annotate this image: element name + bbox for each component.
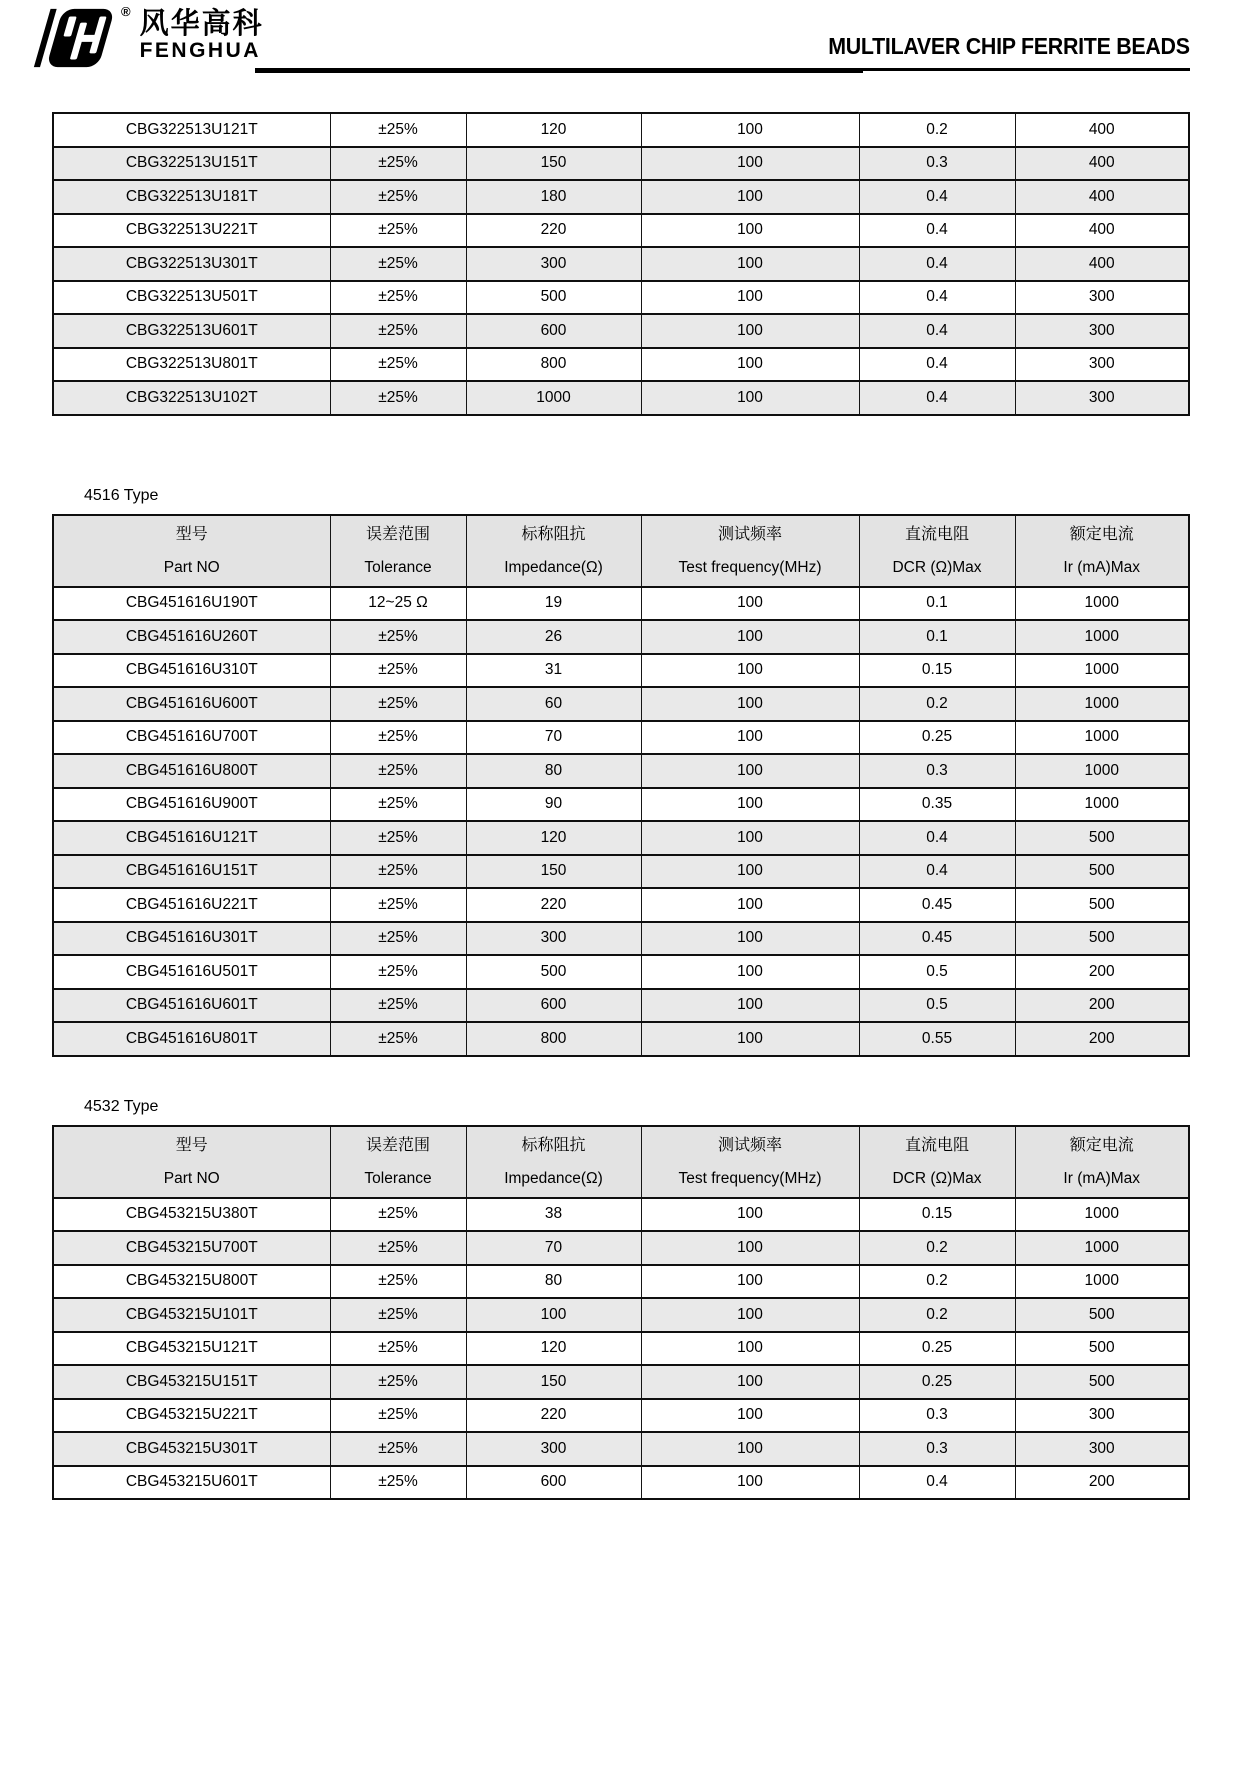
cell-ir: 400 [1015,180,1189,214]
cell-part_no: CBG451616U700T [53,721,330,755]
cell-dcr: 0.1 [859,620,1015,654]
cell-impedance: 70 [466,721,641,755]
cell-dcr: 0.3 [859,147,1015,181]
cell-part_no: CBG451616U190T [53,587,330,621]
fenghua-logo [28,5,264,71]
cell-dcr: 0.15 [859,1198,1015,1232]
cell-impedance: 600 [466,989,641,1023]
cell-part_no: CBG453215U380T [53,1198,330,1232]
cell-tolerance: ±25% [330,247,466,281]
cell-part_no: CBG453215U700T [53,1231,330,1265]
cell-ir: 300 [1015,1399,1189,1433]
table-row [53,247,1189,281]
cell-tolerance: ±25% [330,348,466,382]
cell-tolerance: ±25% [330,147,466,181]
spacer [52,1057,1188,1097]
cell-ir: 1000 [1015,788,1189,822]
cell-part_no: CBG451616U601T [53,989,330,1023]
table-row [53,1198,1189,1232]
table-row [53,1365,1189,1399]
table-row [53,281,1189,315]
column-header-cn: 额定电流 [1069,525,1134,543]
cell-tolerance: ±25% [330,855,466,889]
cell-dcr: 0.15 [859,654,1015,688]
cell-dcr: 0.45 [859,888,1015,922]
type-label-4516: 4516 Type [84,486,159,504]
cell-ir: 200 [1015,955,1189,989]
cell-dcr: 0.2 [859,1298,1015,1332]
cell-tolerance: ±25% [330,922,466,956]
cell-tolerance: ±25% [330,687,466,721]
cell-impedance: 70 [466,1231,641,1265]
column-header-part_no [53,515,330,587]
cell-ir: 200 [1015,1466,1189,1500]
cell-test_freq: 100 [641,113,859,147]
cell-dcr: 0.25 [859,1365,1015,1399]
cell-impedance: 600 [466,314,641,348]
registered-trademark-symbol: ® [121,4,131,19]
cell-impedance: 220 [466,214,641,248]
cell-dcr: 0.4 [859,180,1015,214]
cell-tolerance: ±25% [330,314,466,348]
cell-tolerance: ±25% [330,1298,466,1332]
cell-tolerance: ±25% [330,381,466,415]
content [52,112,1188,1500]
cell-ir: 1000 [1015,1265,1189,1299]
column-header-impedance [466,515,641,587]
column-header-cn: 型号 [175,1136,208,1154]
type-label-4532: 4532 Type [84,1097,159,1115]
spacer [52,416,1188,486]
cell-ir: 400 [1015,147,1189,181]
cell-tolerance: ±25% [330,1198,466,1232]
cell-ir: 1000 [1015,721,1189,755]
cell-dcr: 0.5 [859,989,1015,1023]
header-row [53,515,1189,587]
cell-test_freq: 100 [641,1298,859,1332]
column-header-en: DCR (Ω)Max [892,558,982,576]
cell-impedance: 500 [466,955,641,989]
cell-tolerance: ±25% [330,654,466,688]
cell-part_no: CBG451616U221T [53,888,330,922]
cell-impedance: 220 [466,888,641,922]
cell-ir: 1000 [1015,687,1189,721]
cell-test_freq: 100 [641,1332,859,1366]
cell-dcr: 0.45 [859,922,1015,956]
table-row [53,989,1189,1023]
column-header-test_freq [641,1126,859,1198]
brand-name-en: FENGHUA [139,39,261,63]
cell-impedance: 19 [466,587,641,621]
cell-impedance: 120 [466,113,641,147]
table-row [53,113,1189,147]
table-row [53,687,1189,721]
cell-tolerance: ±25% [330,281,466,315]
column-header-en: Part NO [163,558,220,576]
table-row [53,654,1189,688]
cell-tolerance: ±25% [330,1231,466,1265]
column-header-tolerance [330,515,466,587]
cell-test_freq: 100 [641,180,859,214]
column-header-en: Ir (mA)Max [1063,558,1141,576]
cell-tolerance: ±25% [330,754,466,788]
table-row [53,721,1189,755]
table-row [53,955,1189,989]
cell-dcr: 0.3 [859,1432,1015,1466]
brand-name-cn: 风华高科 [139,8,264,40]
page-title: MULTILAVER CHIP FERRITE BEADS [828,33,1190,59]
cell-impedance: 600 [466,1466,641,1500]
cell-tolerance: ±25% [330,888,466,922]
table-row [53,1298,1189,1332]
cell-test_freq: 100 [641,888,859,922]
cell-test_freq: 100 [641,281,859,315]
table-row [53,180,1189,214]
column-header-cn: 测试频率 [717,525,782,543]
cell-test_freq: 100 [641,687,859,721]
column-header-cn: 标称阻抗 [521,1136,586,1154]
cell-impedance: 26 [466,620,641,654]
cell-impedance: 800 [466,348,641,382]
table-row [53,1432,1189,1466]
cell-part_no: CBG453215U101T [53,1298,330,1332]
cell-tolerance: ±25% [330,113,466,147]
header-rule-thin [860,68,1190,71]
cell-part_no: CBG322513U501T [53,281,330,315]
fenghua-logo-icon [28,5,120,71]
cell-ir: 1000 [1015,1198,1189,1232]
cell-dcr: 0.2 [859,1265,1015,1299]
cell-part_no: CBG451616U310T [53,654,330,688]
cell-ir: 500 [1015,888,1189,922]
cell-test_freq: 100 [641,1022,859,1056]
cell-impedance: 800 [466,1022,641,1056]
column-header-dcr [859,515,1015,587]
cell-dcr: 0.4 [859,281,1015,315]
cell-dcr: 0.4 [859,381,1015,415]
spec-table-4516 [52,514,1190,1057]
cell-tolerance: ±25% [330,1432,466,1466]
cell-dcr: 0.4 [859,348,1015,382]
cell-impedance: 90 [466,788,641,822]
cell-dcr: 0.4 [859,314,1015,348]
cell-tolerance: ±25% [330,620,466,654]
cell-test_freq: 100 [641,654,859,688]
cell-dcr: 0.1 [859,587,1015,621]
cell-ir: 1000 [1015,620,1189,654]
column-header-cn: 直流电阻 [904,1136,969,1154]
cell-test_freq: 100 [641,348,859,382]
cell-impedance: 220 [466,1399,641,1433]
cell-ir: 300 [1015,1432,1189,1466]
column-header-cn: 额定电流 [1069,1136,1134,1154]
cell-ir: 1000 [1015,1231,1189,1265]
cell-part_no: CBG322513U151T [53,147,330,181]
cell-dcr: 0.55 [859,1022,1015,1056]
cell-test_freq: 100 [641,587,859,621]
cell-ir: 300 [1015,381,1189,415]
cell-ir: 500 [1015,855,1189,889]
cell-ir: 500 [1015,1332,1189,1366]
table-row [53,620,1189,654]
cell-tolerance: ±25% [330,821,466,855]
cell-impedance: 60 [466,687,641,721]
column-header-cn: 标称阻抗 [521,525,586,543]
page-header [0,0,1237,112]
cell-test_freq: 100 [641,754,859,788]
cell-ir: 400 [1015,247,1189,281]
column-header-part_no [53,1126,330,1198]
column-header-cn: 误差范围 [365,1136,430,1154]
cell-part_no: CBG453215U301T [53,1432,330,1466]
table-row [53,888,1189,922]
cell-tolerance: ±25% [330,1399,466,1433]
cell-part_no: CBG322513U601T [53,314,330,348]
column-header-en: Part NO [163,1169,220,1187]
cell-impedance: 80 [466,1265,641,1299]
cell-tolerance: ±25% [330,788,466,822]
table-row [53,922,1189,956]
column-header-cn: 直流电阻 [904,525,969,543]
cell-impedance: 150 [466,855,641,889]
column-header-cn: 误差范围 [365,525,430,543]
cell-part_no: CBG322513U121T [53,113,330,147]
cell-part_no: CBG451616U900T [53,788,330,822]
cell-tolerance: ±25% [330,955,466,989]
cell-tolerance: ±25% [330,180,466,214]
cell-ir: 500 [1015,1365,1189,1399]
cell-part_no: CBG451616U501T [53,955,330,989]
cell-part_no: CBG453215U151T [53,1365,330,1399]
cell-part_no: CBG453215U221T [53,1399,330,1433]
cell-part_no: CBG451616U301T [53,922,330,956]
cell-impedance: 150 [466,1365,641,1399]
cell-test_freq: 100 [641,1265,859,1299]
column-header-en: Ir (mA)Max [1063,1169,1141,1187]
cell-ir: 300 [1015,314,1189,348]
cell-test_freq: 100 [641,1365,859,1399]
cell-dcr: 0.3 [859,1399,1015,1433]
cell-test_freq: 100 [641,214,859,248]
column-header-en: Test frequency(MHz) [678,558,822,576]
brand-text [140,9,264,63]
table-row [53,214,1189,248]
section-4516 [52,486,1188,1057]
cell-test_freq: 100 [641,922,859,956]
cell-dcr: 0.3 [859,754,1015,788]
cell-impedance: 120 [466,1332,641,1366]
cell-test_freq: 100 [641,721,859,755]
spec-table-322513 [52,112,1190,416]
header-rule-thick [255,68,863,73]
cell-dcr: 0.4 [859,855,1015,889]
column-header-test_freq [641,515,859,587]
cell-ir: 500 [1015,821,1189,855]
cell-tolerance: ±25% [330,1466,466,1500]
cell-ir: 200 [1015,1022,1189,1056]
cell-impedance: 180 [466,180,641,214]
cell-ir: 200 [1015,989,1189,1023]
cell-tolerance: ±25% [330,214,466,248]
cell-test_freq: 100 [641,314,859,348]
cell-test_freq: 100 [641,955,859,989]
cell-dcr: 0.25 [859,721,1015,755]
cell-ir: 500 [1015,1298,1189,1332]
column-header-cn: 测试频率 [717,1136,782,1154]
cell-test_freq: 100 [641,620,859,654]
section-4532 [52,1097,1188,1501]
cell-part_no: CBG451616U260T [53,620,330,654]
cell-part_no: CBG451616U801T [53,1022,330,1056]
cell-part_no: CBG453215U800T [53,1265,330,1299]
cell-test_freq: 100 [641,821,859,855]
cell-ir: 400 [1015,113,1189,147]
cell-dcr: 0.5 [859,955,1015,989]
column-header-cn: 型号 [175,525,208,543]
cell-test_freq: 100 [641,989,859,1023]
table-row [53,587,1189,621]
cell-dcr: 0.35 [859,788,1015,822]
cell-tolerance: 12~25 Ω [330,587,466,621]
cell-impedance: 300 [466,1432,641,1466]
cell-ir: 300 [1015,281,1189,315]
table-row [53,821,1189,855]
cell-impedance: 1000 [466,381,641,415]
cell-tolerance: ±25% [330,1332,466,1366]
spec-table-4532 [52,1125,1190,1501]
table-row [53,1231,1189,1265]
cell-tolerance: ±25% [330,721,466,755]
cell-dcr: 0.2 [859,1231,1015,1265]
column-header-dcr [859,1126,1015,1198]
cell-part_no: CBG451616U151T [53,855,330,889]
cell-test_freq: 100 [641,147,859,181]
table-row [53,348,1189,382]
cell-dcr: 0.4 [859,821,1015,855]
cell-test_freq: 100 [641,1432,859,1466]
cell-impedance: 31 [466,654,641,688]
cell-tolerance: ±25% [330,989,466,1023]
table-row [53,754,1189,788]
cell-impedance: 500 [466,281,641,315]
cell-dcr: 0.4 [859,1466,1015,1500]
cell-impedance: 38 [466,1198,641,1232]
cell-impedance: 300 [466,922,641,956]
table-row [53,788,1189,822]
column-header-en: Test frequency(MHz) [678,1169,822,1187]
cell-impedance: 80 [466,754,641,788]
cell-dcr: 0.25 [859,1332,1015,1366]
cell-part_no: CBG322513U301T [53,247,330,281]
cell-dcr: 0.4 [859,214,1015,248]
table-row [53,1022,1189,1056]
column-header-tolerance [330,1126,466,1198]
table-row [53,855,1189,889]
cell-ir: 300 [1015,348,1189,382]
cell-part_no: CBG451616U600T [53,687,330,721]
cell-dcr: 0.2 [859,687,1015,721]
column-header-ir [1015,515,1189,587]
table-row [53,381,1189,415]
cell-test_freq: 100 [641,788,859,822]
cell-dcr: 0.4 [859,247,1015,281]
column-header-en: Tolerance [364,1169,432,1187]
cell-part_no: CBG322513U181T [53,180,330,214]
cell-part_no: CBG451616U121T [53,821,330,855]
column-header-en: Impedance(Ω) [504,1169,603,1187]
cell-tolerance: ±25% [330,1365,466,1399]
cell-test_freq: 100 [641,1466,859,1500]
cell-tolerance: ±25% [330,1022,466,1056]
cell-part_no: CBG451616U800T [53,754,330,788]
cell-test_freq: 100 [641,1231,859,1265]
table-row [53,1399,1189,1433]
cell-ir: 1000 [1015,754,1189,788]
cell-part_no: CBG453215U121T [53,1332,330,1366]
cell-impedance: 300 [466,247,641,281]
cell-part_no: CBG453215U601T [53,1466,330,1500]
cell-part_no: CBG322513U221T [53,214,330,248]
section-322513 [52,112,1188,416]
column-header-en: Tolerance [364,558,432,576]
cell-test_freq: 100 [641,855,859,889]
cell-dcr: 0.2 [859,113,1015,147]
column-header-ir [1015,1126,1189,1198]
cell-test_freq: 100 [641,381,859,415]
cell-impedance: 120 [466,821,641,855]
cell-part_no: CBG322513U801T [53,348,330,382]
cell-ir: 1000 [1015,654,1189,688]
table-row [53,314,1189,348]
cell-test_freq: 100 [641,1399,859,1433]
cell-ir: 500 [1015,922,1189,956]
cell-ir: 400 [1015,214,1189,248]
column-header-impedance [466,1126,641,1198]
table-row [53,1265,1189,1299]
table-row [53,1332,1189,1366]
table-row [53,147,1189,181]
cell-part_no: CBG322513U102T [53,381,330,415]
cell-impedance: 150 [466,147,641,181]
cell-test_freq: 100 [641,247,859,281]
column-header-en: DCR (Ω)Max [892,1169,982,1187]
cell-tolerance: ±25% [330,1265,466,1299]
column-header-en: Impedance(Ω) [504,558,603,576]
cell-test_freq: 100 [641,1198,859,1232]
cell-impedance: 100 [466,1298,641,1332]
table-row [53,1466,1189,1500]
header-row [53,1126,1189,1198]
cell-ir: 1000 [1015,587,1189,621]
